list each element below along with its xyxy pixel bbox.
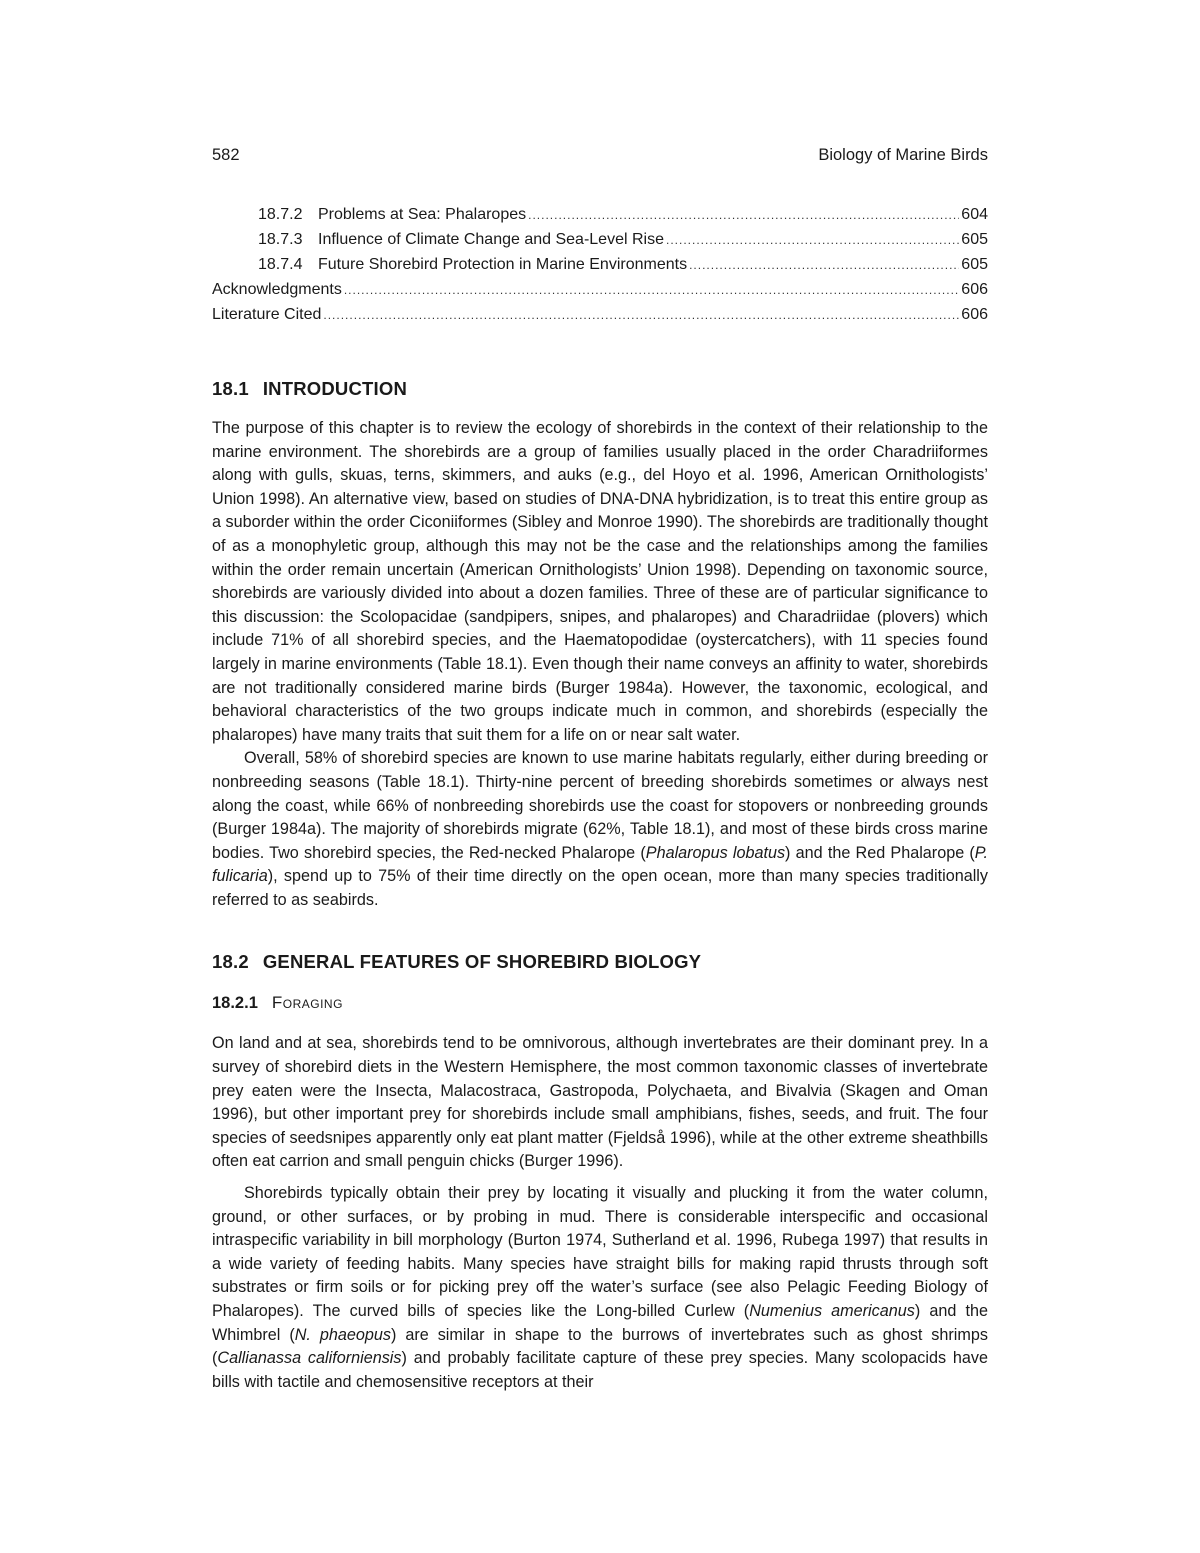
toc-entry[interactable] — [212, 302, 988, 327]
section-heading-introduction — [212, 373, 988, 405]
toc-entry-title: Influence of Climate Change and Sea-Level Rise — [318, 231, 664, 248]
document-page — [212, 142, 988, 1394]
toc-entry[interactable] — [212, 252, 988, 277]
foraging-paragraph-1: On land and at sea, shorebirds tend to be omnivorous, although invertebrates are their dominant prey. In a survey of shorebird diets in the Western Hemisphere, the most common taxonomic classes of invertebrate prey eaten were the Insecta, Malacostraca, Gastropoda, Polychaeta, and Bivalvia (Skagen and Oman 1996), but other important prey for shorebirds include small amphibians, fishes, seeds, and fruit. The four species of seedsnipes apparently only eat plant matter (Fjeldså 1996), while at the other extreme sheathbills often eat carrion and small penguin chicks (Burger 1996). — [212, 1034, 988, 1171]
toc-entry-page: 606 — [961, 306, 988, 323]
toc-entry[interactable] — [212, 227, 988, 252]
intro-paragraph-1: The purpose of this chapter is to review the ecology of shorebirds in the context of their relationship to the marine environment. The shorebirds are a group of families usually placed in the order Charadriiformes along with gulls, skuas, terns, skimmers, and auks (e.g., del Hoyo et al. 1996, American Ornithologists’ Union 1998). An alternative view, based on studies of DNA-DNA hybridization, is to treat this entire group as a suborder within the order Ciconiiformes (Sibley and Monroe 1990). The shorebirds are traditionally thought of as a monophyletic group, although this may not be the case and the relationships among the families within the order remain uncertain (American Ornithologists’ Union 1998). Depending on taxonomic source, shorebirds are variously divided into about a dozen families. Three of these are of particular significance to this discussion: the Scolopacidae (sandpipers, snipes, and phalaropes) and Charadriidae (plovers) which include 71% of all shorebird species, and the Haematopodidae (oystercatchers), with 11 species found largely in marine environments (Table 18.1). Even though their name conveys an affinity to water, shorebirds are not traditionally considered marine birds (Burger 1984a). However, the taxonomic, ecological, and behavioral characteristics of the two groups indicate much in common, and shorebirds (especially the phalaropes) have many traits that suit them for a life on or near salt water. — [212, 419, 988, 744]
toc-entry-title: Literature Cited — [212, 306, 322, 323]
toc-entry[interactable] — [212, 277, 988, 302]
toc-entry-page: 604 — [961, 206, 988, 223]
section-title: GENERAL FEATURES OF SHOREBIRD BIOLOGY — [262, 951, 702, 973]
toc-entry-title: Future Shorebird Protection in Marine Environments — [318, 256, 688, 273]
toc-leader-dots — [528, 203, 959, 228]
toc-entry-page: 605 — [961, 231, 988, 248]
text-run: ), spend up to 75% of their time directly on the open ocean, more than many species traditionally referred to as seabirds. — [212, 867, 988, 909]
text-run: ) and the Whimbrel ( — [212, 1302, 988, 1344]
section-number: 18.2 — [212, 951, 249, 973]
species-name: P. fulicaria — [212, 843, 988, 886]
intro-paragraph-2 — [212, 747, 988, 912]
species-name: Callianassa californiensis — [217, 1349, 402, 1368]
section-title: INTRODUCTION — [262, 378, 408, 399]
running-head — [212, 142, 988, 168]
toc-leader-dots — [323, 303, 959, 328]
species-name: N. phaeopus — [294, 1325, 391, 1344]
toc-leader-dots — [689, 253, 959, 278]
subsection-number: 18.2.1 — [212, 994, 258, 1013]
toc-leader-dots — [666, 228, 959, 253]
text-run: ) are similar in shape to the burrows of invertebrates such as ghost shrimps ( — [212, 1325, 988, 1368]
toc-entry-page: 605 — [961, 256, 988, 273]
section-heading-general-features — [212, 946, 988, 978]
text-run: ) and probably facilitate capture of these prey species. Many scolopacids have bills with tactile and chemosensitive receptors at their — [212, 1349, 988, 1391]
text-run: ) and the Red Phalarope ( — [785, 843, 975, 862]
toc-entry-number: 18.7.4 — [258, 256, 303, 273]
toc-entry-title: Problems at Sea: Phalaropes — [318, 206, 527, 223]
foraging-paragraph-2 — [212, 1182, 988, 1394]
toc-entry-title: Acknowledgments — [212, 281, 342, 298]
section-number: 18.1 — [212, 378, 249, 399]
toc-leader-dots — [344, 278, 959, 303]
toc-entry-page: 606 — [961, 281, 988, 298]
subsection-heading-foraging — [212, 990, 988, 1016]
book-title: Biology of Marine Birds — [818, 146, 988, 164]
table-of-contents — [212, 202, 988, 327]
toc-entry-number: 18.7.2 — [258, 206, 303, 223]
page-number: 582 — [212, 146, 240, 164]
species-name: Numenius americanus — [749, 1302, 915, 1320]
text-run: Overall, 58% of shorebird species are known to use marine habitats regularly, either during breeding or nonbreeding seasons (Table 18.1). Thirty-nine percent of breeding shorebirds sometimes or always nest along the coast, while 66% of nonbreeding shorebirds use the coast for stopovers or nonbreeding grounds (Burger 1984a). The majority of shorebirds migrate (62%, Table 18.1), and most of these birds cross marine bodies. Two shorebird species, the Red-necked Phalarope ( — [212, 749, 988, 862]
toc-entry[interactable] — [212, 202, 988, 227]
subsection-title: Foraging — [271, 993, 343, 1013]
species-name: Phalaropus lobatus — [645, 843, 786, 862]
text-run: Shorebirds typically obtain their prey by locating it visually and plucking it from the water column, ground, or other surfaces, or by probing in mud. There is considerable interspecific and occasional intraspecific variability in bill morphology (Burton 1974, Sutherland et al. 1996, Rubega 1997) that results in a wide variety of feeding habits. Many species have straight bills for making rapid thrusts through soft substrates or firm soils or for picking prey off the water’s surface (see also Pelagic Feeding Biology of Phalaropes). The curved bills of species like the Long-billed Curlew ( — [212, 1184, 988, 1320]
toc-entry-number: 18.7.3 — [258, 231, 303, 248]
